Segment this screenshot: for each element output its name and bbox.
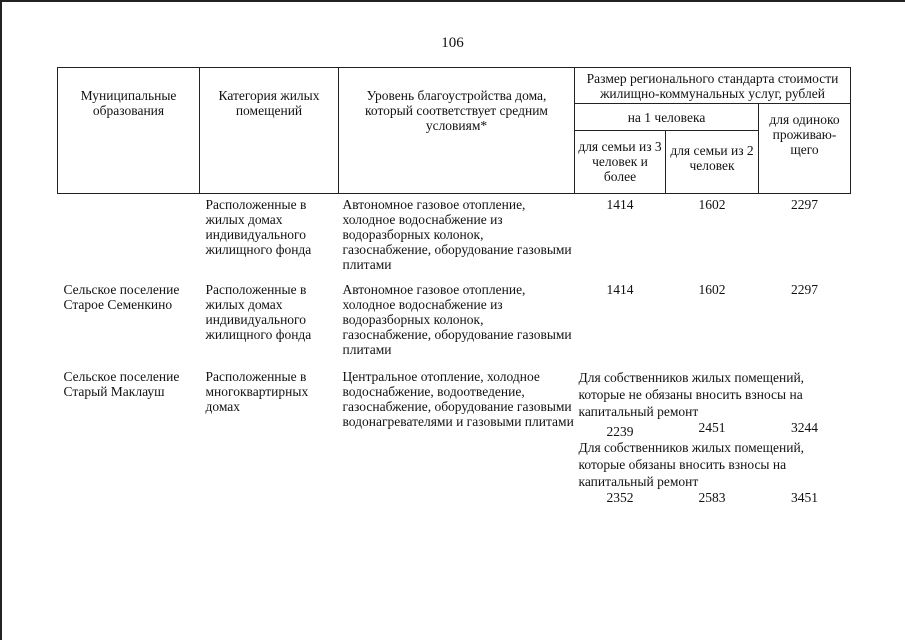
table-body bbox=[58, 194, 851, 506]
cell-level: Автономное газовое отопление, холодное водоснабжение из водоразборных колонок, газоснабжение, оборудование газовыми плитами bbox=[342, 282, 572, 357]
header-standard-size: Размер регионального стандарта стоимости жилищно-коммунальных услуг, рублей bbox=[575, 68, 851, 104]
cell-municipality: Сельское поселение Старый Маклауш bbox=[63, 369, 180, 399]
cell-municipality bbox=[58, 194, 200, 283]
cell-single: 2297 bbox=[791, 282, 818, 297]
cell-family-3: 2352 bbox=[606, 490, 634, 505]
cell-family-3: 1414 bbox=[606, 197, 634, 212]
rates-table bbox=[57, 67, 851, 505]
cell-family-2: 1602 bbox=[698, 197, 726, 212]
header-family-2: для семьи из 2 человек bbox=[666, 131, 759, 194]
cell-single: 2297 bbox=[791, 197, 818, 212]
header-municipality: Муниципальные образования bbox=[58, 68, 200, 194]
cell-single: 3451 bbox=[791, 490, 818, 505]
table-row bbox=[58, 282, 851, 369]
header-single: для одиноко проживаю-щего bbox=[759, 104, 851, 194]
header-family-3: для семьи из 3 человек и более bbox=[575, 131, 666, 194]
note-no-capital-repair: Для собственников жилых помещений, которые не обязаны вносить взносы на капитальный ремонт bbox=[578, 370, 805, 419]
cell-single: 3244 bbox=[791, 420, 818, 435]
header-category: Категория жилых помещений bbox=[200, 68, 339, 194]
cell-municipality: Сельское поселение Старое Семенкино bbox=[63, 282, 180, 312]
cell-level: Центральное отопление, холодное водоснабжение, водоотведение, газоснабжение, оборудование газовыми водонагревателями и газовыми плитами bbox=[342, 369, 574, 429]
note-capital-repair: Для собственников жилых помещений, которые обязаны вносить взносы на капитальный ремонт bbox=[578, 440, 805, 489]
page-number: 106 bbox=[441, 35, 464, 51]
cell-family-2: 2583 bbox=[698, 490, 726, 505]
cell-family-3: 2239 bbox=[606, 424, 634, 439]
header-per-person: на 1 человека bbox=[575, 104, 759, 131]
table-row bbox=[58, 194, 851, 283]
table-row bbox=[58, 369, 851, 420]
scan-edge-top bbox=[0, 0, 905, 2]
cell-family-3: 1414 bbox=[606, 282, 634, 297]
cell-category: Расположенные в жилых домах индивидуального жилищного фонда bbox=[205, 197, 312, 257]
cell-category: Расположенные в многоквартирных домах bbox=[205, 369, 309, 414]
table-header bbox=[58, 68, 851, 194]
cell-level: Автономное газовое отопление, холодное водоснабжение из водоразборных колонок, газоснабжение, оборудование газовыми плитами bbox=[342, 197, 572, 272]
cell-family-2: 1602 bbox=[698, 282, 726, 297]
header-level: Уровень благоустройства дома, который соответствует средним условиям* bbox=[339, 68, 575, 194]
cell-family-2: 2451 bbox=[698, 420, 726, 435]
cell-category: Расположенные в жилых домах индивидуального жилищного фонда bbox=[205, 282, 312, 342]
scan-edge-left bbox=[0, 0, 2, 640]
